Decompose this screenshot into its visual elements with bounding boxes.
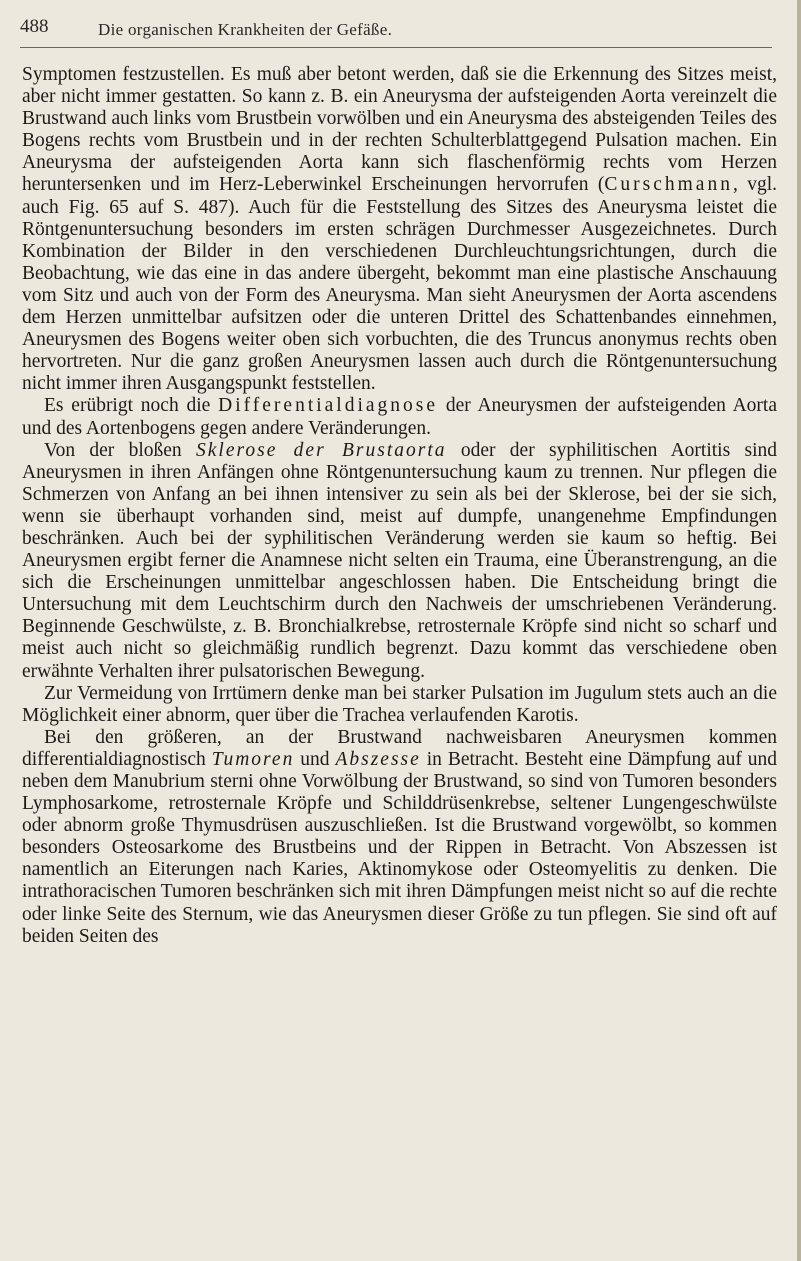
- author-name-curschmann: Curschmann: [604, 174, 733, 196]
- paragraph-1: [22, 64, 777, 395]
- paragraph-3: [22, 440, 777, 683]
- paragraph-5-continued: in Betracht. Besteht eine Dämpfung auf und neben dem Manubrium sterni ohne Vorwölbung der Brustwand, so sind von Tumoren besonders Lymphosarkome, retrosternale Kröpfe und Schilddrüsenkrebse, seltener Lungengeschwülste oder abnorm große Thymusdrüsen auszuschließen. Ist die Brustwand vorgewölbt, so kommen besonders Osteosarkome des Brustbeins und der Rippen in Betracht. Von Abszessen ist namentlich an Eiterungen nach Karies, Aktinomykose oder Osteomyelitis zu denken. Die intrathoracischen Tumoren beschränken sich mit ihren Dämpfungen meist nicht so auf die rechte oder linke Seite des Sternum, wie das Aneurysmen dieser Größe zu tun pflegen. Sie sind oft auf beiden Seiten des: [22, 748, 778, 947]
- paragraph-3-continued: oder der syphilitischen Aortitis sind Aneurysmen in ihren Anfängen ohne Röntgenuntersuchung kaum zu trennen. Nur pflegen die Schmerzen von Anfang an bei ihnen intensiver zu sein als bei der Sklerose, bei der sie sich, wenn sie überhaupt vorhanden sind, meist auf dumpfe, unangenehme Empfindungen beschränken. Auch bei der syphilitischen Veränderung werden sie kaum so heftig. Bei Aneurysmen ergibt ferner die Anamnese nicht selten ein Trauma, eine Überanstrengung, an die sich die Erscheinungen unmittelbar angeschlossen haben. Die Entscheidung bringt die Untersuchung mit dem Leuchtschirm durch den Nachweis der umschriebenen Veränderung. Beginnende Geschwülste, z. B. Bronchialkrebse, retrosternale Kröpfe sind nicht so scharf und meist auch nicht so gleichmäßig rundlich begrenzt. Dazu kommt das verschiedene oben erwähnte Verhalten ihrer pulsatorischen Bewegung.: [22, 439, 778, 682]
- paragraph-5-connector: und: [294, 748, 336, 770]
- running-title: Die organischen Krankheiten der Gefäße.: [98, 20, 393, 39]
- paragraph-2: [22, 395, 777, 439]
- paragraph-4: [22, 683, 777, 727]
- paragraph-4-text: Zur Vermeidung von Irrtümern denke man bei starker Pulsation im Jugulum stets auch an die Möglichkeit einer abnorm, quer über die Trachea verlaufenden Karotis.: [22, 682, 777, 726]
- term-tumoren: Tumoren: [211, 748, 295, 770]
- term-differentialdiagnose: Differentialdiagnose: [218, 395, 439, 417]
- body-text: [22, 64, 777, 948]
- paragraph-3-text: Von der bloßen: [44, 439, 197, 461]
- paragraph-2-continued: der Aneurysmen der aufsteigenden Aorta und des Aortenbogens gegen andere Veränderungen.: [22, 395, 777, 439]
- header-rule: [20, 47, 772, 48]
- term-sklerose-brustaorta: Sklerose der Brustaorta: [196, 439, 447, 461]
- paragraph-5-text: Bei den größeren, an der Brustwand nachweisbaren Aneurysmen kommen differentialdiagnostisch: [22, 726, 777, 770]
- paragraph-2-text: Es erübrigt noch die: [44, 395, 219, 417]
- page-number: 488: [20, 16, 49, 37]
- paragraph-1-continued: , vgl. auch Fig. 65 auf S. 487). Auch für die Feststellung des Sitzes des Aneurysma leistet die Röntgenuntersuchung besonders im ersten schrägen Durchmesser Ausgezeichnetes. Durch Kombination der Bilder in den verschiedenen Durchleuchtungsrichtungen, durch die Beobachtung, wie das eine in das andere übergeht, bekommt man eine plastische Anschauung vom Sitz und auch von der Form des Aneurysma. Man sieht Aneurysmen der Aorta ascendens dem Herzen unmittelbar aufsitzen oder die unteren Drittel des Schattenbandes einnehmen, Aneurysmen des Bogens weiter oben sich vorbuchten, die des Truncus anonymus rechts oben hervortreten. Nur die ganz großen Aneurysmen lassen auch durch die Röntgenuntersuchung nicht immer ihren Ausgangspunkt feststellen.: [22, 174, 777, 395]
- page-header: [20, 14, 770, 44]
- term-abszesse: Abszesse: [335, 748, 421, 770]
- paragraph-1-text: Symptomen festzustellen. Es muß aber betont werden, daß sie die Erkennung des Sitzes meist, aber nicht immer gestatten. So kann z. B. ein Aneurysma der aufsteigenden Aorta vereinzelt die Brustwand auch links vom Brustbein vorwölben und ein Aneurysma des absteigenden Teiles des Bogens rechts vom Brustbein und in der rechten Schulterblattgegend Pulsation machen. Ein Aneurysma der aufsteigenden Aorta kann sich flaschenförmig rechts vom Herzen heruntersenken und im Herz-Leberwinkel Erscheinungen hervorrufen (: [22, 64, 777, 196]
- paragraph-5: [22, 727, 777, 948]
- page-edge-shadow: [797, 0, 801, 1261]
